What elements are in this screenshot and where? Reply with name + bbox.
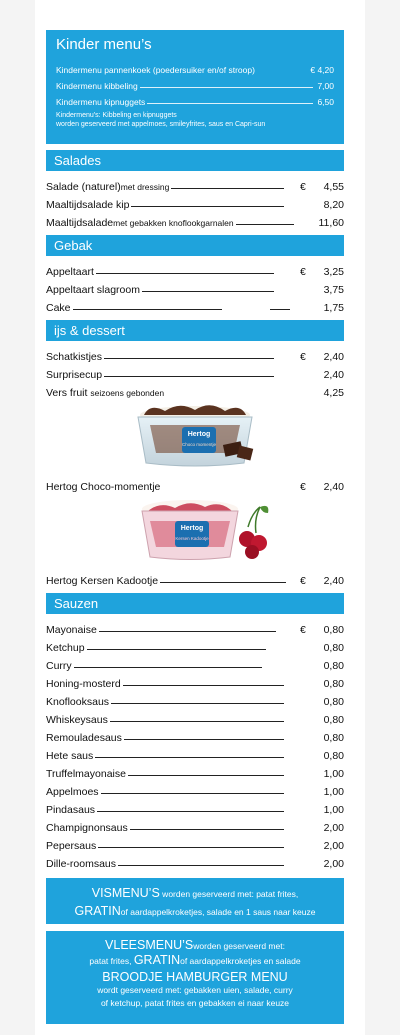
kinder-note-line: Kindermenu's: Kibbeling en kipnuggets [56, 112, 177, 119]
menu-item [46, 345, 344, 363]
currency [300, 786, 312, 798]
price-value: 3,75 [323, 284, 344, 296]
menu-item [46, 211, 344, 229]
sauce-item [46, 654, 344, 672]
menu-item [46, 569, 344, 587]
leader-line [236, 224, 294, 225]
item-price [300, 696, 344, 708]
price-value: 8,20 [323, 199, 344, 211]
kinder-item-name: Kindermenu kipnuggets [56, 97, 146, 107]
item-price [300, 768, 344, 780]
currency [300, 768, 312, 780]
leader-line [147, 103, 313, 104]
price-value: 4,25 [323, 387, 344, 399]
vismenu-line [46, 884, 344, 902]
item-name: Cake [46, 302, 71, 314]
item-name: Hete saus [46, 750, 94, 762]
sauce-item [46, 762, 344, 780]
item-price [300, 302, 344, 314]
item-name-text: Vers fruit [46, 387, 88, 399]
sauce-item [46, 618, 344, 636]
kinder-item [56, 59, 334, 75]
currency [300, 642, 312, 654]
item-name: Pepersaus [46, 840, 97, 852]
currency: € [300, 481, 306, 493]
price-value: 2,00 [323, 840, 344, 852]
menu-item [46, 381, 344, 399]
menu-content [46, 30, 344, 1024]
item-name [46, 217, 234, 229]
kinder-note [56, 111, 334, 129]
currency: € [300, 351, 306, 363]
price-value: 2,40 [323, 481, 344, 493]
sauce-item [46, 852, 344, 870]
menu-item [46, 363, 344, 381]
currency [300, 660, 312, 672]
leader-line [160, 582, 286, 583]
menu-item [46, 475, 344, 493]
item-name: Truffelmayonaise [46, 768, 126, 780]
currency: € [300, 575, 306, 587]
item-price [300, 575, 344, 587]
item-name: Remouladesaus [46, 732, 122, 744]
item-name: Curry [46, 660, 72, 672]
sauce-item [46, 780, 344, 798]
leader-line [97, 811, 284, 812]
brand-text: Hertog [180, 525, 204, 532]
menu-item [46, 278, 344, 296]
flavor-text: Choco momentje [181, 442, 217, 447]
price-value: 3,25 [323, 266, 344, 278]
kinder-item [56, 91, 334, 107]
item-name: Knoflooksaus [46, 696, 110, 708]
leader-line [111, 703, 284, 704]
currency [300, 678, 312, 690]
item-suffix: seizoens gebonden [90, 388, 165, 398]
vleesmenu-info-box [46, 931, 344, 1024]
item-name: Surprisecup [46, 369, 103, 381]
currency [300, 822, 312, 834]
item-name: Whiskeysaus [46, 714, 108, 726]
ice-cream-tub-image [120, 499, 270, 561]
item-suffix: met dressing [120, 182, 170, 192]
vleesmenu-text: of aardappelkroketjes en salade [180, 956, 301, 966]
hamburger-menu-title: BROODJE HAMBURGER MENU [102, 970, 288, 984]
vismenu-text: of aardappelkroketjes, salade en 1 saus naar keuze [120, 907, 316, 917]
section-header-gebak: Gebak [46, 235, 344, 256]
section-header-sauzen: Sauzen [46, 593, 344, 614]
menu-item [46, 193, 344, 211]
sauce-item [46, 834, 344, 852]
currency: € [300, 624, 306, 636]
flavor-text: Kersen Kadootje [175, 536, 209, 541]
kinder-item-name: Kindermenu pannenkoek (poedersuiker en/of stroop) [56, 65, 255, 75]
item-price [300, 181, 344, 193]
item-suffix: met gebakken knoflookgarnalen [113, 218, 234, 228]
item-price [300, 750, 344, 762]
leader-line [87, 649, 266, 650]
hamburger-menu-text: wordt geserveerd met: gebakken uien, salade, curry [97, 985, 293, 995]
price-value: 1,00 [323, 804, 344, 816]
vleesmenu-text: worden geserveerd met: [193, 941, 285, 951]
leader-line [142, 291, 274, 292]
item-price [300, 678, 344, 690]
item-name: Appeltaart slagroom [46, 284, 140, 296]
kinder-menu-box [46, 30, 344, 144]
item-price [300, 786, 344, 798]
item-name: Dille-roomsaus [46, 858, 117, 870]
price-value: 1,00 [323, 786, 344, 798]
kinder-menu-title: Kinder menu’s [56, 36, 152, 53]
item-price [300, 714, 344, 726]
sauce-item [46, 636, 344, 654]
item-name: Appelmoes [46, 786, 99, 798]
hamburger-menu-text: of ketchup, patat frites en gebakken ei naar keuze [100, 998, 290, 1008]
kinder-note-line: worden geserveerd met appelmoes, smileyfrites, saus en Capri-sun [56, 121, 266, 128]
price-value: 0,80 [323, 696, 344, 708]
price-value: 2,40 [323, 369, 344, 381]
leader-line [73, 309, 222, 310]
sauce-item [46, 690, 344, 708]
menu-page [35, 0, 365, 1035]
item-price [300, 481, 344, 493]
currency [300, 696, 312, 708]
sauzen-list [46, 618, 344, 870]
kinder-item-price: € 4,20 [310, 65, 334, 75]
item-name-text: Maaltijdsalade kip [46, 199, 130, 211]
item-price [300, 199, 344, 211]
item-name-text: Salade (naturel) [46, 181, 121, 193]
item-name: Schatkistjes [46, 351, 103, 363]
vleesmenu-line [46, 938, 344, 953]
vismenu-line [46, 902, 344, 920]
price-value: 0,80 [323, 642, 344, 654]
item-price [300, 387, 344, 399]
item-name: Hertog Choco-momentje [46, 481, 161, 493]
vleesmenu-line [46, 953, 344, 968]
kinder-item-price: 6,50 [317, 97, 334, 107]
cherry [245, 545, 259, 559]
vismenu-info-box [46, 878, 344, 924]
currency [300, 804, 312, 816]
item-name: Champignonsaus [46, 822, 128, 834]
leader-line [118, 865, 284, 866]
item-price [300, 642, 344, 654]
item-name [46, 199, 129, 211]
item-price [300, 266, 344, 278]
price-value: 11,60 [318, 217, 344, 229]
item-price [300, 822, 344, 834]
leader-line [131, 206, 284, 207]
sauce-item [46, 744, 344, 762]
item-price [300, 217, 344, 229]
price-value: 4,55 [323, 181, 344, 193]
price-value: 0,80 [323, 678, 344, 690]
currency [300, 858, 312, 870]
currency: € [300, 181, 306, 193]
leader-line [98, 847, 284, 848]
gratin-label: GRATIN [74, 904, 121, 918]
leader-line-tail [270, 309, 290, 310]
price-value: 0,80 [323, 624, 344, 636]
price-value: 2,40 [323, 575, 344, 587]
price-value: 1,75 [323, 302, 344, 314]
leader-line [99, 631, 276, 632]
item-name [46, 181, 169, 193]
sauce-item [46, 726, 344, 744]
sauce-item [46, 672, 344, 690]
cherry-leaf [260, 506, 268, 513]
item-price [300, 732, 344, 744]
item-name: Pindasaus [46, 804, 96, 816]
price-value: 2,00 [323, 822, 344, 834]
vleesmenu-title: VLEESMENU’S [105, 938, 194, 952]
vismenu-title: VISMENU’S [91, 886, 160, 900]
item-price [300, 840, 344, 852]
price-value: 2,00 [323, 858, 344, 870]
leader-line [95, 757, 284, 758]
item-price [300, 804, 344, 816]
kinder-item [56, 75, 334, 91]
leader-line [104, 358, 274, 359]
leader-line [130, 829, 284, 830]
leader-line [110, 721, 284, 722]
leader-line [128, 775, 284, 776]
section-header-salades: Salades [46, 150, 344, 171]
price-value: 1,00 [323, 768, 344, 780]
leader-line [124, 739, 284, 740]
gratin-label: GRATIN [133, 953, 181, 967]
price-value: 0,80 [323, 714, 344, 726]
leader-line [140, 87, 314, 88]
item-name: Appeltaart [46, 266, 94, 278]
currency [300, 217, 312, 229]
product-photo-choco [46, 403, 344, 471]
currency [300, 369, 312, 381]
item-name [46, 387, 164, 399]
item-name: Ketchup [46, 642, 85, 654]
leader-line [123, 685, 284, 686]
item-price [300, 369, 344, 381]
currency [300, 750, 312, 762]
item-price [300, 351, 344, 363]
sauce-item [46, 798, 344, 816]
product-photo-kersen [46, 497, 344, 565]
currency [300, 840, 312, 852]
leader-line [104, 376, 274, 377]
price-value: 2,40 [323, 351, 344, 363]
item-name: Honing-mosterd [46, 678, 121, 690]
menu-item [46, 260, 344, 278]
kinder-item-name: Kindermenu kibbeling [56, 81, 138, 91]
item-name-text: Maaltijdsalade [46, 217, 114, 229]
currency [300, 199, 312, 211]
currency [300, 302, 312, 314]
currency [300, 284, 312, 296]
price-value: 0,80 [323, 750, 344, 762]
leader-line [74, 667, 262, 668]
price-value: 0,80 [323, 732, 344, 744]
item-name: Hertog Kersen Kadootje [46, 575, 159, 587]
leader-line [101, 793, 284, 794]
item-price [300, 284, 344, 296]
item-price [300, 660, 344, 672]
currency [300, 387, 312, 399]
item-price [300, 858, 344, 870]
item-price [300, 624, 344, 636]
sauce-item [46, 708, 344, 726]
currency [300, 732, 312, 744]
brand-text: Hertog [187, 431, 211, 438]
ice-cream-tub-image [120, 405, 270, 467]
price-value: 0,80 [323, 660, 344, 672]
item-name: Mayonaise [46, 624, 97, 636]
currency: € [300, 266, 306, 278]
vleesmenu-text: patat frites, [89, 956, 134, 966]
leader-line [171, 188, 284, 189]
section-header-ijs-dessert: ijs & dessert [46, 320, 344, 341]
kinder-item-price: 7,00 [317, 81, 334, 91]
sauce-item [46, 816, 344, 834]
currency [300, 714, 312, 726]
menu-item [46, 296, 344, 314]
vismenu-text: worden geserveerd met: patat frites, [159, 889, 299, 899]
leader-line [96, 273, 274, 274]
menu-item [46, 175, 344, 193]
